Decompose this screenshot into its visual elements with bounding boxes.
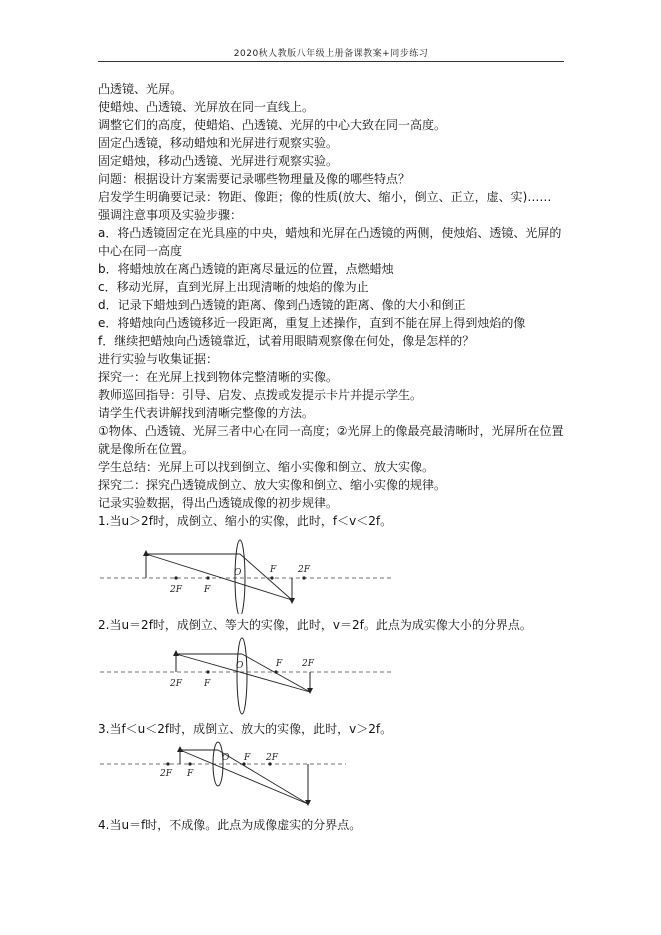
step-b: b．将蜡烛放在离凸透镜的距离尽量远的位置，点燃蜡烛 bbox=[98, 262, 394, 276]
step-c: c．移动光屏，直到光屏上出现清晰的烛焰的像为止 bbox=[98, 280, 369, 294]
label-2f: 2F bbox=[302, 659, 314, 669]
text-line: 记录实验数据，得出凸透镜成像的初步规律。 bbox=[98, 496, 339, 510]
step-a: a．将凸透镜固定在光具座的中央，蜡烛和光屏在凸透镜的两侧，使烛焰、透镜、光屏的中心在同一高度 bbox=[98, 226, 562, 258]
label-2f: 2F bbox=[170, 585, 182, 595]
step-e: e．将蜡烛向凸透镜移近一段距离，重复上述操作，直到不能在屏上得到烛焰的像 bbox=[98, 316, 526, 330]
label-f: F bbox=[270, 565, 277, 575]
text-line: 教师巡回指导：引导、启发、点拨或发提示卡片并提示学生。 bbox=[98, 388, 423, 402]
case-4-text: 4.当u＝f时，不成像。此点为成像虚实的分界点。 bbox=[98, 818, 362, 832]
text-line: 进行实验与收集证据： bbox=[98, 352, 219, 366]
label-f: F bbox=[204, 585, 211, 595]
text-line: 请学生代表讲解找到清晰完整像的方法。 bbox=[98, 406, 315, 420]
ray-diagram-3 bbox=[98, 740, 398, 814]
text-line: 固定凸透镜，移动蜡烛和光屏进行观察实验。 bbox=[98, 136, 339, 150]
case-3-text: 3.当f＜u＜2f时，成倒立、放大的实像，此时，v＞2f。 bbox=[98, 722, 393, 736]
label-o: O bbox=[222, 753, 230, 763]
method-text: ①物体、凸透镜、光屏三者中心在同一高度；②光屏上的像最亮最清晰时，光屏所在位置就是像所在位置。 bbox=[98, 424, 564, 456]
label-2f: 2F bbox=[170, 679, 182, 689]
label-f: F bbox=[244, 753, 251, 763]
text-line: 凸透镜、光屏。 bbox=[98, 82, 183, 96]
question-line: 问题：根据设计方案需要记录哪些物理量及像的哪些特点？ bbox=[98, 172, 411, 186]
text-line: 使蜡烛、凸透镜、光屏放在同一直线上。 bbox=[98, 100, 315, 114]
label-o: O bbox=[236, 661, 244, 671]
step-d: d．记录下蜡烛到凸透镜的距离、像到凸透镜的距离、像的大小和倒正 bbox=[98, 298, 466, 312]
label-o: O bbox=[234, 568, 242, 578]
ray-diagram-1 bbox=[98, 532, 398, 614]
text-line: 探究一：在光屏上找到物体完整清晰的实像。 bbox=[98, 370, 339, 384]
step-f: f．继续把蜡烛向凸透镜靠近，试着用眼睛观察像在何处，像是怎样的？ bbox=[98, 334, 475, 348]
ray-diagram-2 bbox=[98, 636, 398, 718]
lesson-content bbox=[98, 80, 568, 834]
label-2f: 2F bbox=[298, 565, 310, 575]
header-divider bbox=[98, 61, 564, 62]
label-2f: 2F bbox=[266, 753, 278, 763]
text-line: 调整它们的高度，使蜡焰、凸透镜、光屏的中心大致在同一高度。 bbox=[98, 118, 447, 132]
label-f: F bbox=[187, 769, 194, 779]
label-f: F bbox=[276, 659, 283, 669]
page-header: 2020秋人教版八年级上册备课教案+同步练习 bbox=[233, 49, 429, 59]
label-2f: 2F bbox=[160, 769, 172, 779]
case-2-text: 2.当u＝2f时，成倒立、等大的实像，此时，v＝2f。此点为成实像大小的分界点。 bbox=[98, 618, 532, 632]
convex-lens bbox=[237, 638, 247, 714]
label-f: F bbox=[204, 679, 211, 689]
text-line: 学生总结：光屏上可以找到倒立、缩小实像和倒立、放大实像。 bbox=[98, 460, 435, 474]
text-line: 强调注意事项及实验步骤： bbox=[98, 208, 243, 222]
text-line: 固定蜡烛，移动凸透镜、光屏进行观察实验。 bbox=[98, 154, 339, 168]
text-line: 探究二：探究凸透镜成倒立、放大实像和倒立、缩小实像的规律。 bbox=[98, 478, 447, 492]
text-line: 启发学生明确要记录：物距、像距；像的性质(放大、缩小，倒立、正立，虚、实)…… bbox=[98, 190, 552, 204]
case-1-text: 1.当u＞2f时，成倒立、缩小的实像，此时，f＜v＜2f。 bbox=[98, 514, 393, 528]
